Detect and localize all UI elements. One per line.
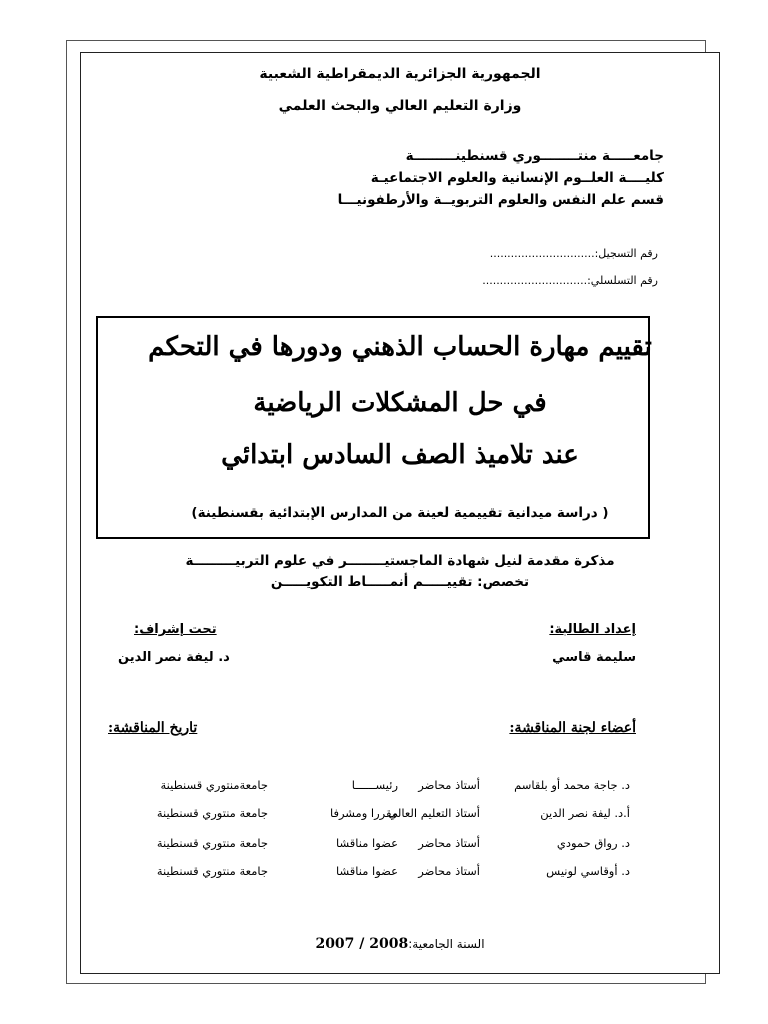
title-line-2: في حل المشكلات الرياضية — [253, 388, 547, 418]
jury-member-rank: أستاذ محاضر — [418, 864, 480, 878]
title-line-1: تقييم مهارة الحساب الذهني ودورها في التحكم — [148, 332, 652, 362]
jury-member-institution: جامعةمنتوري قسنطينة — [160, 778, 268, 792]
prepared-by-label: إعداد الطالبة: — [549, 622, 636, 637]
jury-member-rank: أستاذ التعليم العالي — [388, 806, 480, 820]
jury-member-institution: جامعة منتوري قسنطينة — [156, 864, 268, 878]
jury-member-rank: أستاذ محاضر — [418, 778, 480, 792]
faculty-name: كليــــة العلــوم الإنسانية والعلوم الاجتماعيـة — [370, 170, 664, 186]
jury-member-name: أ.د. ليفة نصر الدين — [540, 806, 630, 820]
jury-member-role: رئيســــــا — [351, 778, 398, 792]
memo-degree: مذكرة مقدمة لنيل شهادة الماجستيــــــــر في علوم التربيـــــــــة — [185, 553, 615, 569]
ministry-heading: وزارة التعليم العالي والبحث العلمي — [278, 98, 522, 114]
memo-specialty: تخصص: تقييـــــم أنمـــــاط التكويـــــن — [270, 574, 530, 590]
serial-number: رقم التسلسلي:.............................. — [482, 274, 658, 287]
jury-member-name: د. رواق حمودي — [556, 836, 630, 850]
jury-row — [110, 836, 630, 854]
jury-row — [110, 806, 630, 824]
department-name: قسم علم النفس والعلوم التربويــة والأرطفونيـــا — [337, 192, 664, 208]
title-line-3: عند تلاميذ الصف السادس ابتدائي — [221, 440, 579, 470]
jury-member-rank: أستاذ محاضر — [418, 836, 480, 850]
academic-year — [80, 936, 720, 952]
republic-heading: الجمهورية الجزائرية الديمقراطية الشعبية — [259, 66, 541, 82]
jury-member-institution: جامعة منتوري قسنطينة — [156, 836, 268, 850]
jury-members-label: أعضاء لجنة المناقشة: — [509, 720, 636, 736]
academic-year-value: 2007 / 2008 — [315, 936, 409, 952]
title-subtitle: ( دراسة ميدانية تقييمية لعينة من المدارس الإبتدائية بقسنطينة) — [191, 505, 609, 521]
jury-member-name: د. جاجة محمد أو بلقاسم — [514, 778, 630, 792]
registration-number: رقم التسجيل:.............................. — [489, 247, 658, 260]
academic-year-label: السنة الجامعية: — [408, 937, 485, 951]
jury-member-role: عضوا مناقشا — [335, 864, 398, 878]
jury-member-role: عضوا مناقشا — [335, 836, 398, 850]
jury-row — [110, 778, 630, 796]
jury-member-institution: جامعة منتوري قسنطينة — [156, 806, 268, 820]
discussion-date-label: تاريخ المناقشة: — [108, 720, 198, 736]
university-name: جامعـــــة منتــــــــوري قسنطينـــــــــة — [405, 148, 664, 164]
jury-row — [110, 864, 630, 882]
student-name: سليمة قاسي — [552, 650, 636, 665]
supervision-label: تحت إشراف: — [134, 622, 217, 637]
jury-member-role: مقررا ومشرفا — [329, 806, 398, 820]
supervisor-name: د. ليفة نصر الدين — [118, 650, 230, 665]
jury-member-name: د. أوقاسي لونيس — [546, 864, 630, 878]
